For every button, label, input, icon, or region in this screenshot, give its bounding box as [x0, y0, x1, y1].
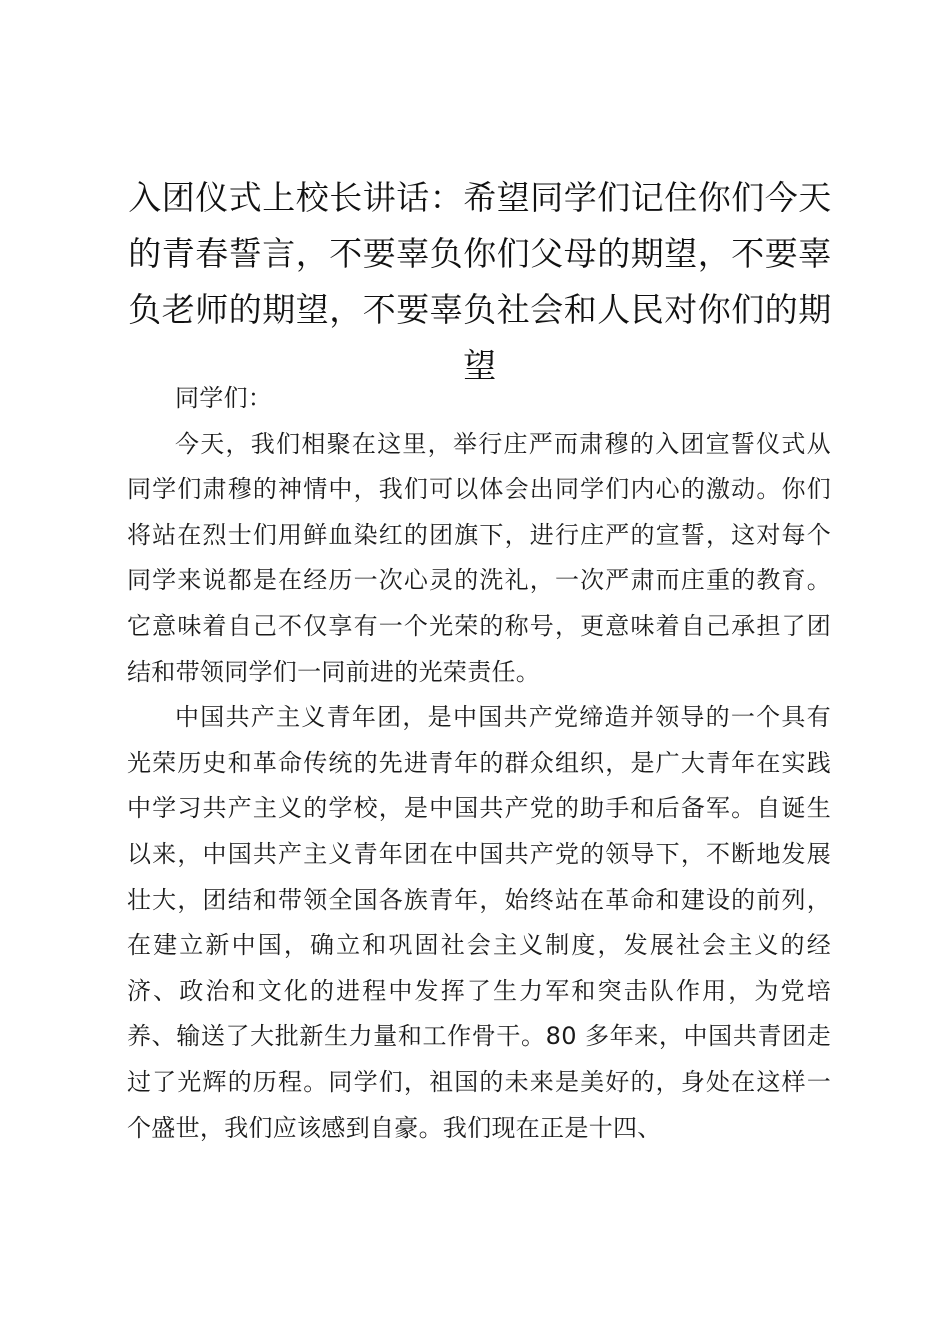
- body-paragraph: 中国共产主义青年团，是中国共产党缔造并领导的一个具有光荣历史和革命传统的先进青年的群众组织，是广大青年在实践中学习共产主义的学校，是中国共产党的助手和后备军。自诞生以来，中国共产主义青年团在中国共产党的领导下，不断地发展壮大，团结和带领全国各族青年，始终站在革命和建设的前列，在建立新中国，确立和巩固社会主义制度，发展社会主义的经济、政治和文化的进程中发挥了生力军和突击队作用，为党培养、输送了大批新生力量和工作骨干。80 多年来，中国共青团走过了光辉的历程。同学们，祖国的未来是美好的，身处在这样一个盛世，我们应该感到自豪。我们现在正是十四、: [127, 703, 831, 1142]
- body-paragraph: 今天，我们相聚在这里，举行庄严而肃穆的入团宣誓仪式从同学们肃穆的神情中，我们可以体会出同学们内心的激动。你们将站在烈士们用鲜血染红的团旗下，进行庄严的宣誓，这对每个同学来说都是在经历一次心灵的洗礼，一次严肃而庄重的教育。它意味着自己不仅享有一个光荣的称号，更意味着自己承担了团结和带领同学们一同前进的光荣责任。: [127, 429, 831, 686]
- document-body: [127, 376, 831, 1151]
- document-title: 入团仪式上校长讲话：希望同学们记住你们今天的青春誓言，不要辜负你们父母的期望，不要辜负老师的期望，不要辜负社会和人民对你们的期望: [128, 178, 832, 385]
- salutation-paragraph: 同学们：: [175, 384, 273, 412]
